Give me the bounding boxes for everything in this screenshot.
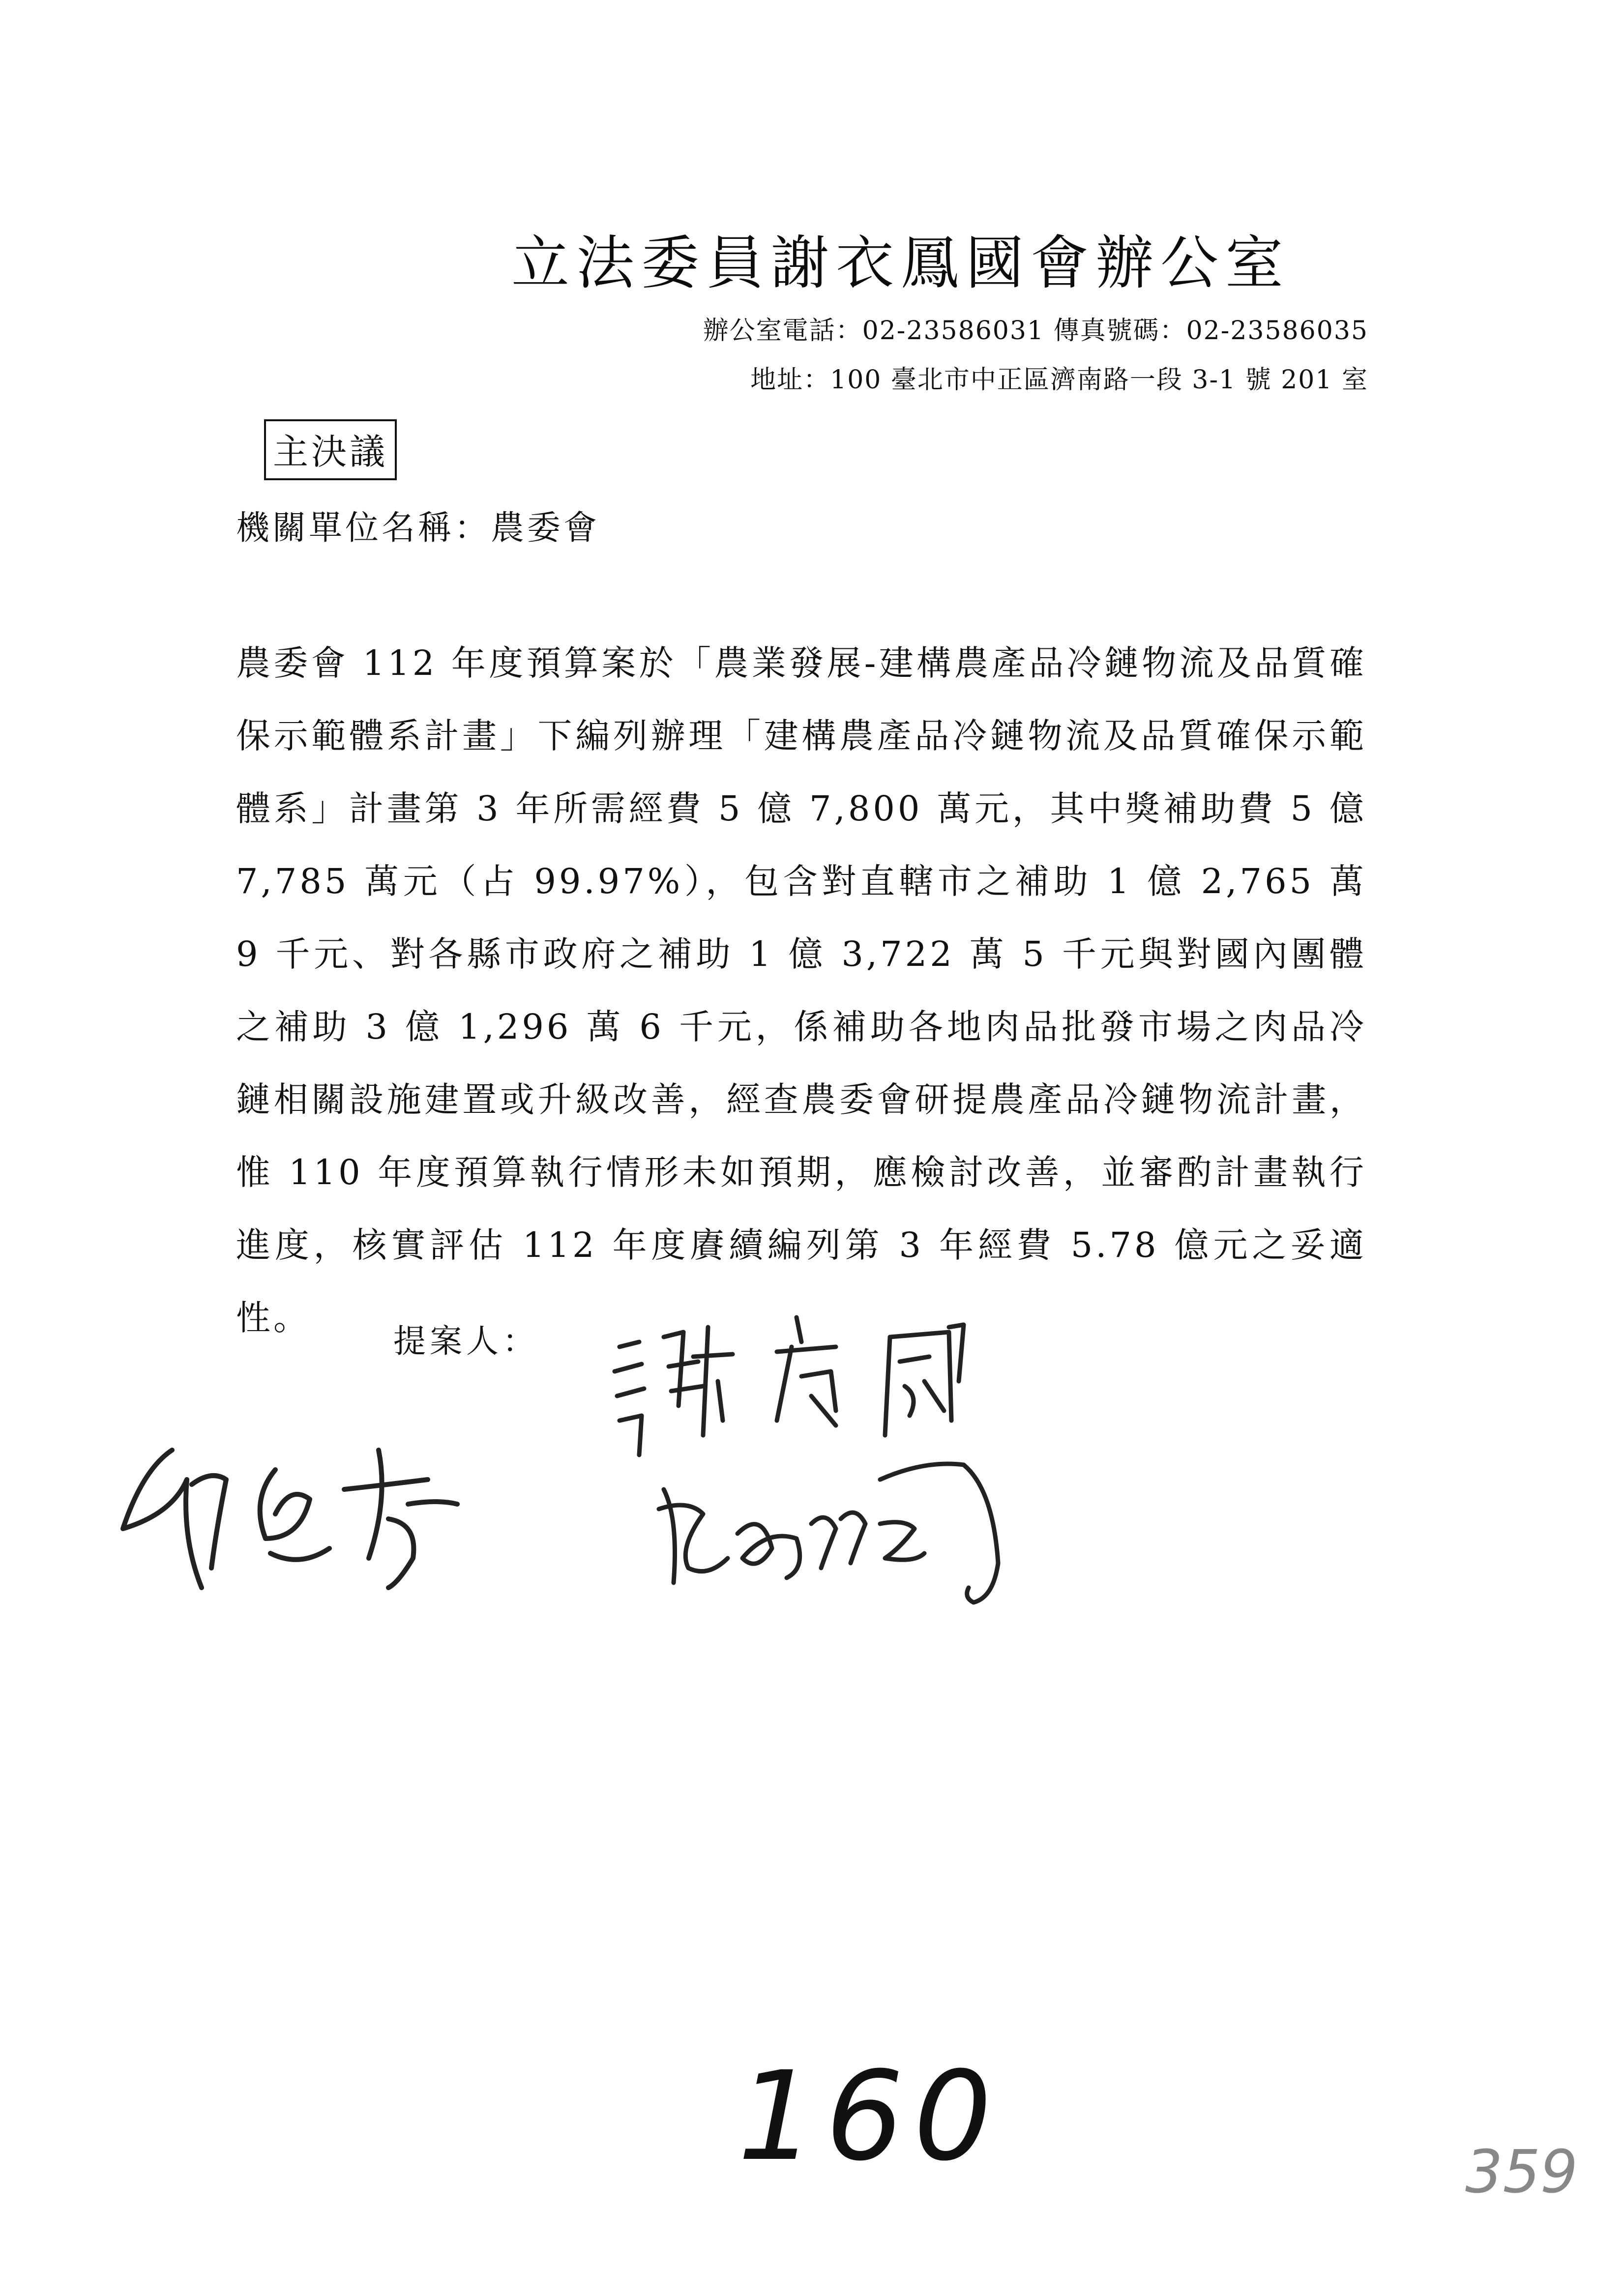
office-title: 立法委員謝衣鳳國會辦公室 bbox=[511, 229, 1291, 297]
resolution-body: 農委會 112 年度預算案於「農業發展-建構農產品冷鏈物流及品質確保示範體系計畫」下編列辦理「建構農產品冷鏈物流及品質確保示範體系」計畫第 3 年所需經費 5 億 7,800 萬元，其中獎補助費 5 億 7,785 萬元（占 99.97%），包含對直轄市之補助 1 億 2,765 萬 9 千元、對各縣市政府之補助 1 億 3,722 萬 5 千元與對國內團體之補助 3 億 1,296 萬 6 千元，係補助各地肉品批發市場之肉品冷鏈相關設施建置或升級改善，經查農委會研提農產品冷鏈物流計畫，惟 110 年度預算執行情形未如預期，應檢討改善，並審酌計畫執行進度，核實評估 112 年度賡續編列第 3 年經費 5.78 億元之妥適性。 bbox=[236, 643, 1367, 1338]
proposer-label: 提案人： bbox=[393, 1322, 539, 1360]
signature-center bbox=[649, 1450, 1023, 1612]
corner-number: 359 bbox=[1465, 2138, 1578, 2207]
contact-line: 辦公室電話：02-23586031 傳真號碼：02-23586035 bbox=[703, 316, 1368, 346]
address-line: 地址：100 臺北市中正區濟南路一段 3-1 號 201 室 bbox=[750, 365, 1368, 395]
agency-name-line: 機關單位名稱：農委會 bbox=[236, 509, 600, 548]
signature-left bbox=[113, 1440, 516, 1598]
main-resolution-label: 主決議 bbox=[264, 419, 397, 480]
handwritten-page-number: 160 bbox=[738, 2045, 1002, 2188]
